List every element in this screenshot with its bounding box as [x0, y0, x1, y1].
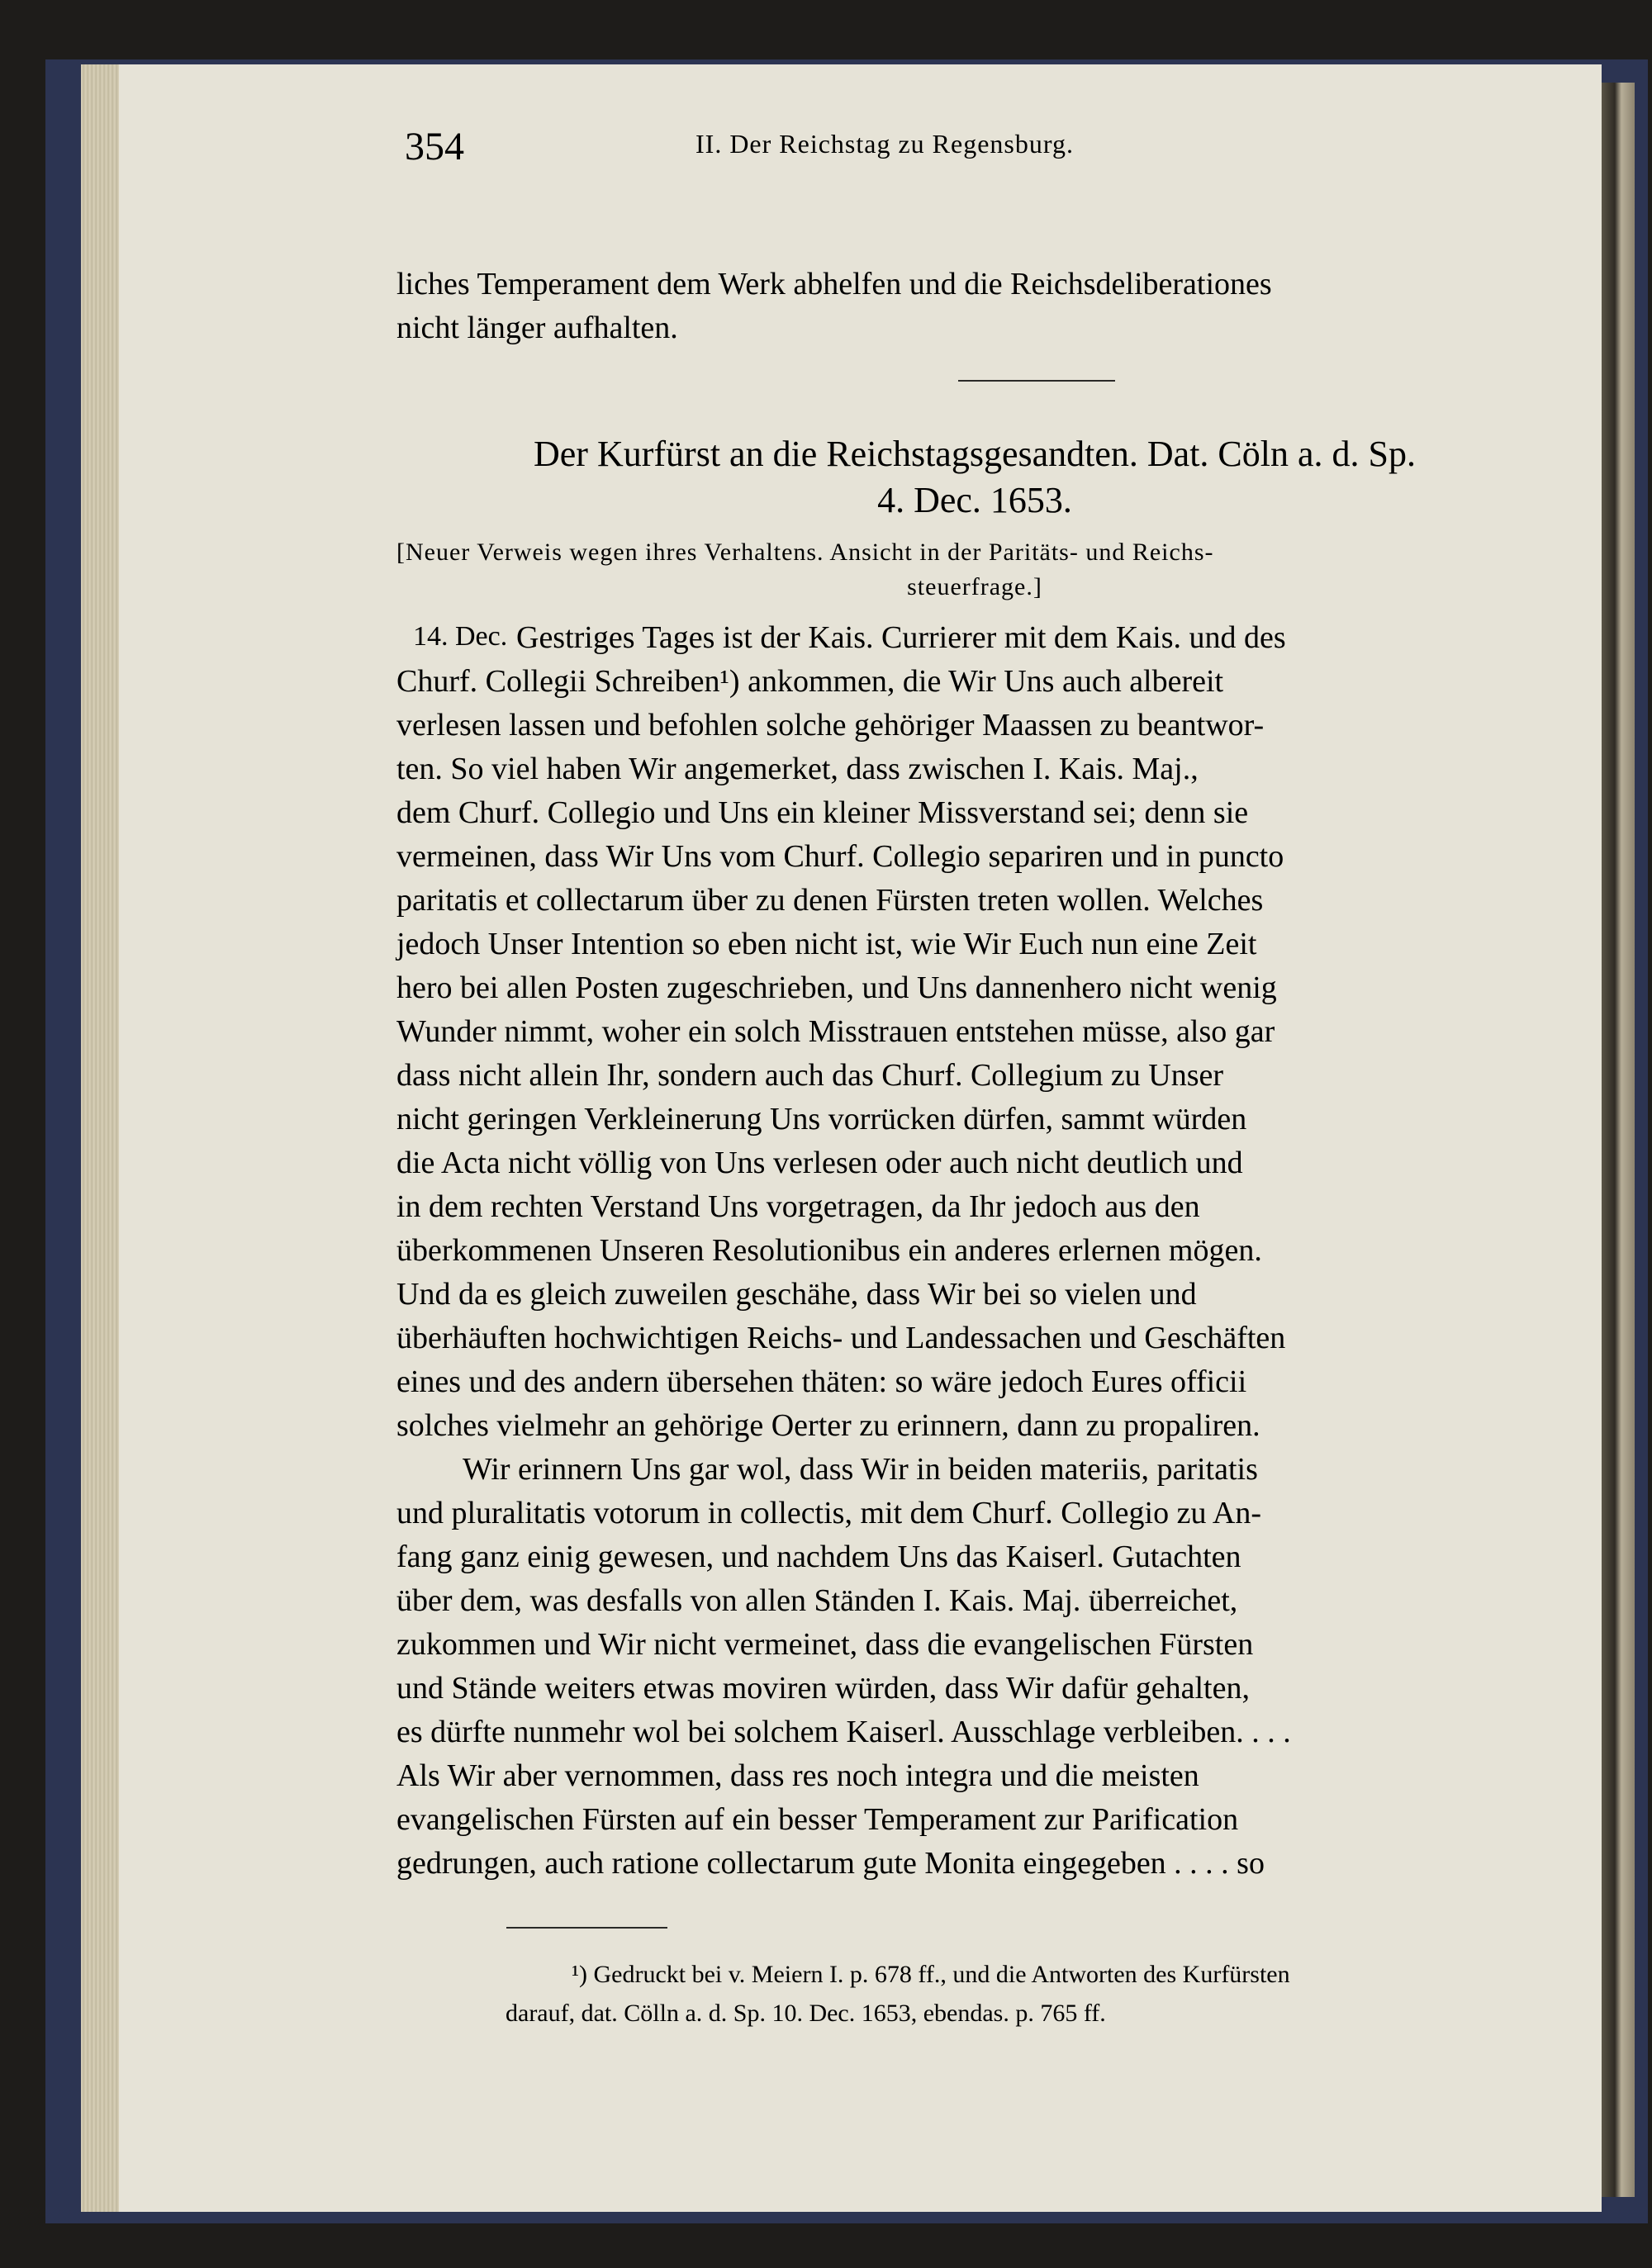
text-line: überkommenen Unseren Resolutionibus ein anderes erlernen mögen. [396, 1233, 1262, 1268]
text-line: zukommen und Wir nicht vermeinet, dass die evangelischen Fürsten [396, 1627, 1254, 1662]
title-line: 4. Dec. 1653. [877, 480, 1072, 520]
text-line: fang ganz einig gewesen, und nachdem Uns das Kaiserl. Gutachten [396, 1540, 1241, 1574]
document-title [396, 431, 1553, 524]
text-line: in dem rechten Verstand Uns vorgetragen, da Ihr jedoch aus den [396, 1189, 1200, 1224]
section-divider [958, 380, 1115, 382]
margin-date: 14. Dec. [413, 621, 508, 652]
text-line: über dem, was desfalls von allen Ständen I. Kais. Maj. überreichet, [396, 1583, 1238, 1618]
footnote-rule [506, 1927, 667, 1929]
text-line: verlesen lassen und befohlen solche gehöriger Maassen zu beantwor- [396, 708, 1265, 743]
text-line: eines und des andern übersehen thäten: so wäre jedoch Eures officii [396, 1364, 1247, 1399]
running-head: II. Der Reichstag zu Regensburg. [695, 129, 1074, 159]
text-line: hero bei allen Posten zugeschrieben, und Uns dannenhero nicht wenig [396, 970, 1277, 1005]
text-line: die Acta nicht völlig von Uns verlesen oder auch nicht deutlich und [396, 1146, 1243, 1180]
footnote-line: ¹) Gedruckt bei v. Meiern I. p. 678 ff., und die Antworten des Kurfürsten [572, 1961, 1290, 1988]
text-line: vermeinen, dass Wir Uns vom Churf. Collegio separiren und in puncto [396, 839, 1284, 874]
text-line: Churf. Collegii Schreiben¹) ankommen, die Wir Uns auch albereit [396, 664, 1224, 699]
summary-line: steuerfrage.] [907, 573, 1042, 600]
text-line: nicht geringen Verkleinerung Uns vorrücken dürfen, sammt würden [396, 1102, 1247, 1136]
text-line: Und da es gleich zuweilen geschähe, dass Wir bei so vielen und [396, 1277, 1197, 1312]
page-header [405, 124, 1553, 190]
paragraph1-first-line [516, 616, 1553, 660]
footnote-line: darauf, dat. Cölln a. d. Sp. 10. Dec. 1653, ebendas. p. 765 ff. [506, 2000, 1106, 2027]
text-line: paritatis et collectarum über zu denen Fürsten treten wollen. Welches [396, 883, 1264, 918]
footnotes [506, 1955, 1555, 2033]
paragraph1 [396, 660, 1553, 1448]
text-line: Als Wir aber vernommen, dass res noch integra und die meisten [396, 1758, 1199, 1793]
text-line: solches vielmehr an gehörige Oerter zu erinnern, dann zu propaliren. [396, 1408, 1260, 1443]
text-line: es dürfte nunmehr wol bei solchem Kaiserl. Ausschlage verbleiben. . . . [396, 1715, 1291, 1749]
text-line: liches Temperament dem Werk abhelfen und die Reichsdeliberationes [396, 267, 1272, 301]
text-line: und pluralitatis votorum in collectis, mit dem Churf. Collegio zu An- [396, 1496, 1261, 1530]
text-line: evangelischen Fürsten auf ein besser Temperament zur Parification [396, 1802, 1239, 1837]
document-summary [396, 535, 1553, 605]
text-line: Wir erinnern Uns gar wol, dass Wir in beiden materiis, paritatis [463, 1452, 1258, 1487]
summary-line: [Neuer Verweis wegen ihres Verhaltens. Ansicht in der Paritäts- und Reichs- [396, 539, 1214, 566]
paragraph2 [396, 1448, 1553, 1886]
text-line: Gestriges Tages ist der Kais. Currierer mit dem Kais. und des [516, 620, 1286, 655]
text-line: dass nicht allein Ihr, sondern auch das Churf. Collegium zu Unser [396, 1058, 1224, 1093]
facing-page-edge [1602, 83, 1635, 2197]
text-line: jedoch Unser Intention so eben nicht ist, wie Wir Euch nun eine Zeit [396, 927, 1257, 961]
text-line: überhäuften hochwichtigen Reichs- und Landessachen und Geschäften [396, 1321, 1286, 1355]
text-line: dem Churf. Collegio und Uns ein kleiner Missverstand sei; denn sie [396, 795, 1249, 830]
text-line: ten. So viel haben Wir angemerket, dass zwischen I. Kais. Maj., [396, 752, 1199, 786]
opening-lines [396, 263, 1553, 350]
text-line: gedrungen, auch ratione collectarum gute Monita eingegeben . . . . so [396, 1846, 1265, 1881]
text-line: und Stände weiters etwas moviren würden, dass Wir dafür gehalten, [396, 1671, 1250, 1706]
page-number: 354 [405, 125, 464, 168]
title-line: Der Kurfürst an die Reichstagsgesandten. Dat. Cöln a. d. Sp. [534, 434, 1416, 474]
text-line: Wunder nimmt, woher ein solch Misstrauen entstehen müsse, also gar [396, 1014, 1275, 1049]
text-line: nicht länger aufhalten. [396, 311, 678, 345]
page-block-edge [81, 64, 119, 2212]
